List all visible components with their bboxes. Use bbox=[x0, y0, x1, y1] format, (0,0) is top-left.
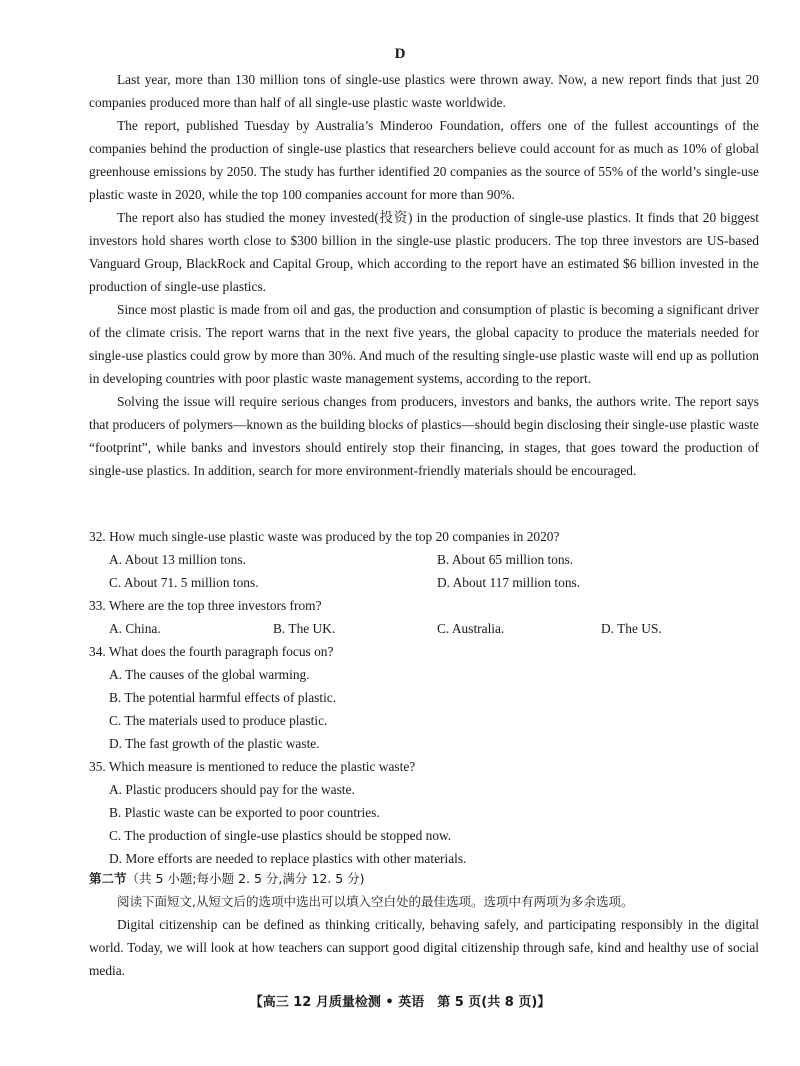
option-c: C. About 71. 5 million tons. bbox=[109, 575, 259, 590]
question-list bbox=[89, 525, 759, 870]
passage-paragraph-1: Last year, more than 130 million tons of single-use plastics were thrown away. Now, a new report finds that just 20 companies produced more than half of all single-use plastic waste worldwide. bbox=[89, 72, 759, 110]
section-heading-name: 第二节 bbox=[89, 871, 127, 886]
question-stem: 32. How much single-use plastic waste was produced by the top 20 companies in 2020? bbox=[89, 529, 560, 544]
option-c: C. The materials used to produce plastic. bbox=[109, 713, 328, 728]
option-a: A. About 13 million tons. bbox=[109, 552, 246, 567]
option-b: B. Plastic waste can be exported to poor countries. bbox=[109, 805, 380, 820]
passage-paragraph-4: Since most plastic is made from oil and gas, the production and consumption of plastic is becoming a significant driver of the climate crisis. The report warns that in the next five years, the global capacity to produce the materials needed for single-use plastics could grow by more than 30%. And much of the resulting single-use plastic waste will end up as pollution in developing countries with poor plastic waste management systems, according to the report. bbox=[89, 302, 759, 386]
passage-paragraph-3: The report also has studied the money invested(投资) in the production of single-use plastics. It finds that 20 biggest investors hold shares worth close to $300 billion in the single-use plastic producers. The top three investors are US-based Vanguard Group, BlackRock and Capital Group, which according to the report have an estimated $6 billion invested in the production of single-use plastics. bbox=[89, 210, 759, 294]
option-a: A. The causes of the global warming. bbox=[109, 667, 310, 682]
section-heading bbox=[89, 867, 759, 890]
passage-paragraph-5: Solving the issue will require serious changes from producers, investors and banks, the authors write. The report says that producers of polymers—known as the building blocks of plastics—should begin disclosing their single-use plastic waste “footprint”, while banks and investors should entirely stop their financing, in stages, that goes toward the production of single-use plastics. In addition, search for more environment-friendly materials should be encouraged. bbox=[89, 394, 759, 478]
option-b: B. The potential harmful effects of plastic. bbox=[109, 690, 337, 705]
question-35 bbox=[89, 755, 759, 870]
section-paragraph: Digital citizenship can be defined as thinking critically, behaving safely, and participating responsibly in the digital world. Today, we will look at how teachers can support good digital citizenship through safe, kind and healthy use of social media. bbox=[89, 917, 759, 978]
question-stem: 35. Which measure is mentioned to reduce the plastic waste? bbox=[89, 759, 416, 774]
reading-passage bbox=[89, 68, 759, 482]
question-32 bbox=[89, 525, 759, 594]
option-c: C. Australia. bbox=[437, 621, 505, 636]
question-stem: 33. Where are the top three investors from? bbox=[89, 598, 322, 613]
passage-title: D bbox=[394, 46, 406, 62]
option-a: A. China. bbox=[109, 621, 161, 636]
option-b: B. The UK. bbox=[273, 621, 336, 636]
option-d: D. The fast growth of the plastic waste. bbox=[109, 736, 320, 751]
question-34 bbox=[89, 640, 759, 755]
option-d: D. More efforts are needed to replace plastics with other materials. bbox=[109, 851, 467, 866]
option-d: D. The US. bbox=[601, 621, 662, 636]
section-two bbox=[89, 867, 759, 982]
question-33 bbox=[89, 594, 759, 640]
option-b: B. About 65 million tons. bbox=[437, 552, 574, 567]
question-stem: 34. What does the fourth paragraph focus on? bbox=[89, 644, 334, 659]
passage-paragraph-2: The report, published Tuesday by Australia’s Minderoo Foundation, offers one of the fullest accountings of the companies behind the production of single-use plastics that researchers believe could account for as much as 10% of global greenhouse emissions by 2050. The study has further identified 20 companies as the source of 55% of the world’s single-use plastic waste in 2020, while the top 100 companies account for more than 90%. bbox=[89, 118, 759, 202]
option-c: C. The production of single-use plastics should be stopped now. bbox=[109, 828, 452, 843]
section-instruction: 阅读下面短文,从短文后的选项中选出可以填入空白处的最佳选项。选项中有两项为多余选项。 bbox=[117, 894, 634, 909]
page-footer: 【高三 12 月质量检测 • 英语 第 5 页(共 8 页)】 bbox=[249, 995, 551, 1010]
option-a: A. Plastic producers should pay for the waste. bbox=[109, 782, 355, 797]
section-heading-detail: （共 5 小题;每小题 2. 5 分,满分 12. 5 分) bbox=[126, 871, 365, 886]
option-d: D. About 117 million tons. bbox=[437, 575, 581, 590]
